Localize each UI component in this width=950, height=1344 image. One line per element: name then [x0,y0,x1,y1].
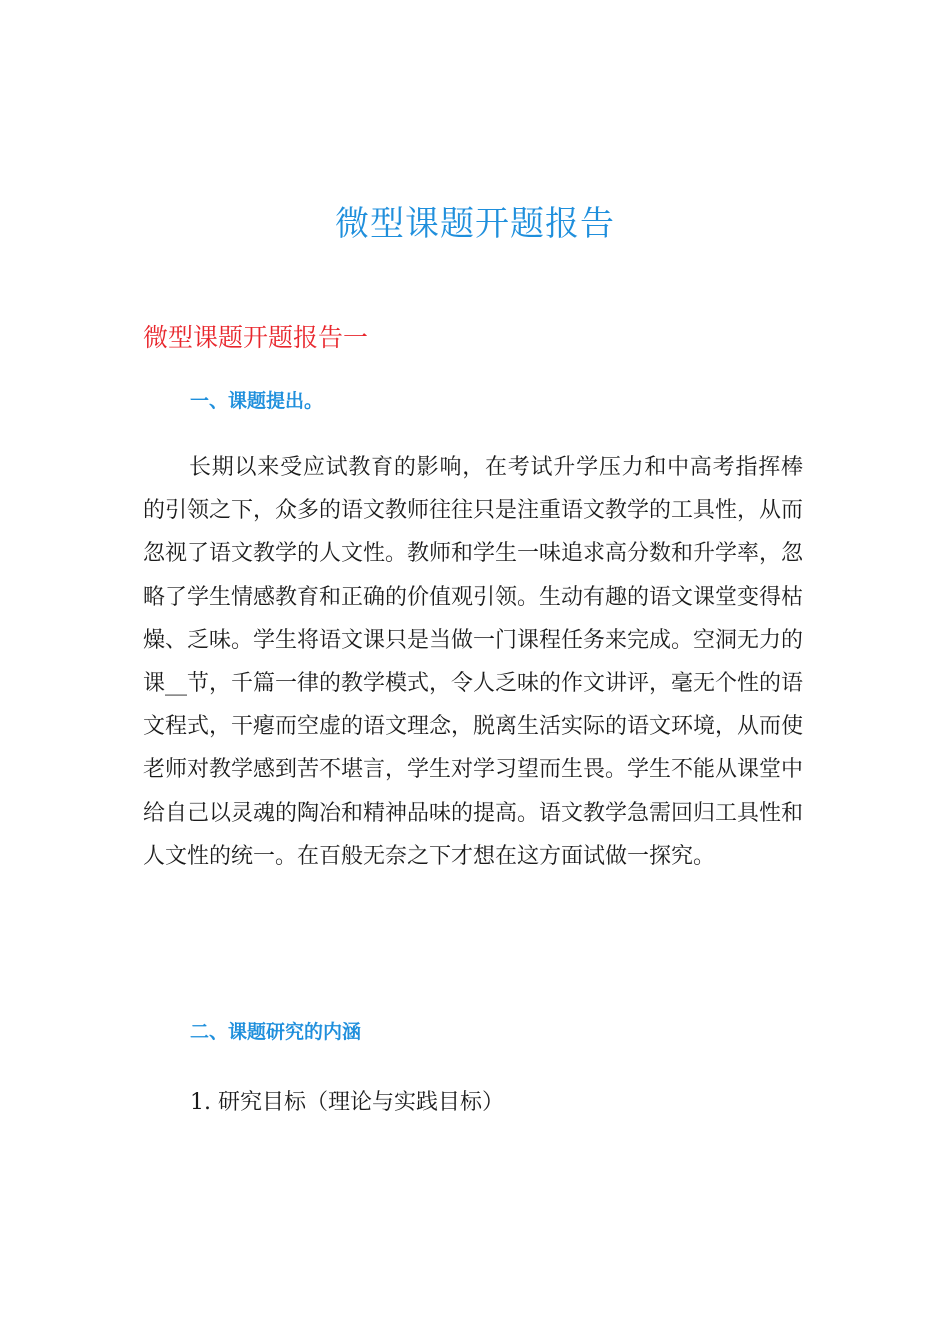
research-goal-item: 1. 研究目标（理论与实践目标） [190,1090,504,1115]
document-title: 微型课题开题报告 [335,204,615,244]
heading-topic-proposal: 一、课题提出。 [190,390,324,412]
body-paragraph: 长期以来受应试教育的影响，在考试升学压力和中高考指挥棒的引领之下，众多的语文教师往往只是注重语文教学的工具性，从而忽视了语文教学的人文性。教师和学生一味追求高分数和升学率，忽略了学生情感教育和正确的价值观引领。生动有趣的语文课堂变得枯燥、乏味。学生将语文课只是当做一门课程任务来完成。空洞无力的课__节，千篇一律的教学模式，令人乏味的作文讲评，毫无个性的语文程式，干瘪而空虚的语文理念，脱离生活实际的语文环境，从而使老师对教学感到苦不堪言，学生对学习望而生畏。学生不能从课堂中给自己以灵魂的陶冶和精神品味的提高。语文教学急需回归工具性和人文性的统一。在百般无奈之下才想在这方面试做一探究。 [143,455,804,869]
heading-research-content: 二、课题研究的内涵 [190,1021,362,1043]
section-title: 微型课题开题报告一 [143,323,369,352]
